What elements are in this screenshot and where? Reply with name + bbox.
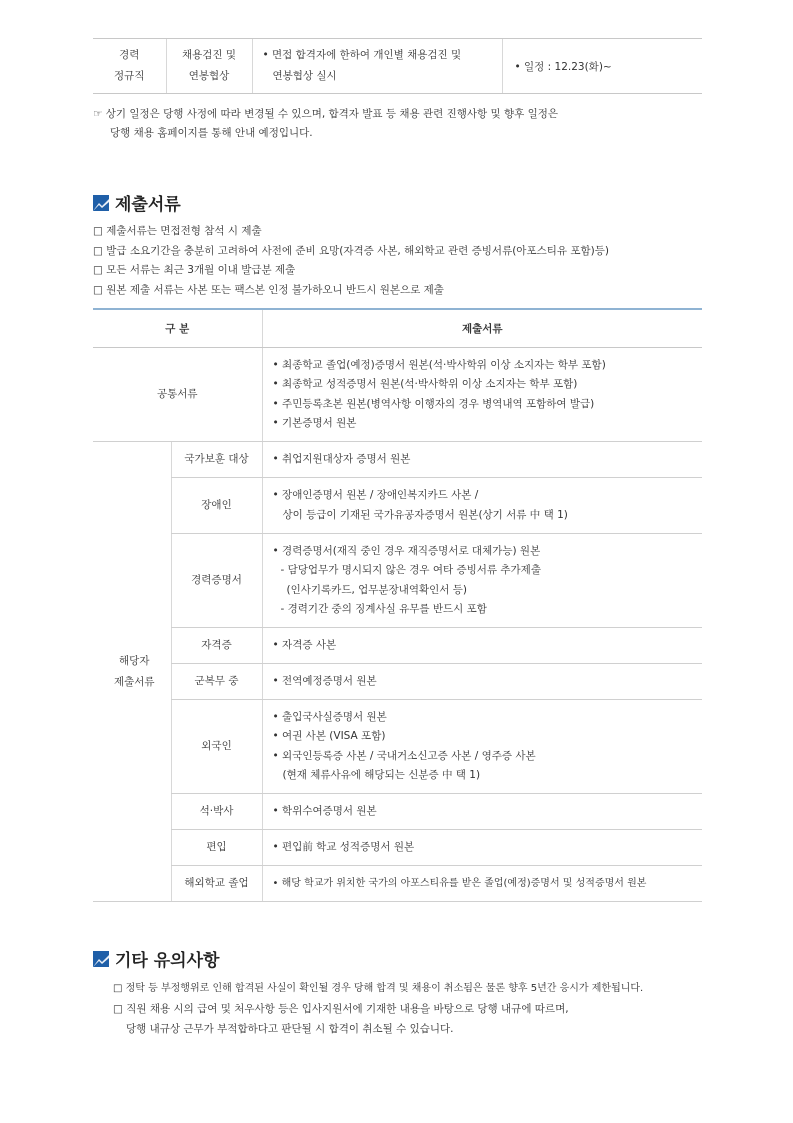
table-row bbox=[93, 866, 702, 902]
table-row bbox=[93, 442, 702, 478]
section-title-notes: 기타 유의사항 bbox=[93, 946, 219, 971]
table-row bbox=[93, 478, 702, 534]
table-header-row bbox=[93, 309, 702, 348]
table-row bbox=[93, 534, 702, 628]
schedule-note: ☞ 상기 일정은 당행 사정에 따라 변경될 수 있으며, 합격자 발표 등 채용 관련 진행사항 및 향후 일정은 당행 채용 홈페이지를 통해 안내 예정입니다. bbox=[93, 108, 559, 139]
list-item: □ 제출서류는 면접전형 참석 시 제출 bbox=[93, 225, 262, 237]
row-label: 자격증 bbox=[171, 628, 262, 664]
section-marker-icon bbox=[93, 195, 109, 211]
row-label: 군복무 중 bbox=[171, 664, 262, 700]
row-items: • 경력증명서(재직 중인 경우 재직증명서로 대체가능) 원본 - 담당업무가 명시되지 않은 경우 여타 증빙서류 추가제출 (인사기록카드, 업무분장내역확인서 등) - 경력기간 중의 징계사실 유무를 반드시 포함 bbox=[262, 534, 702, 628]
row-items: • 해당 학교가 위치한 국가의 아포스티유를 받은 졸업(예정)증명서 및 성적증명서 원본 bbox=[262, 866, 702, 902]
table-row bbox=[93, 348, 702, 442]
list-item: □ 정탁 등 부정행위로 인해 합격된 사실이 확인될 경우 당해 합격 및 채용이 취소됨은 물론 향후 5년간 응시가 제한됩니다. bbox=[113, 983, 644, 994]
common-label: 공통서류 bbox=[93, 348, 262, 442]
applicable-label: 해당자 제출서류 bbox=[93, 442, 171, 902]
row-label: 경력증명서 bbox=[171, 534, 262, 628]
row-items: • 장애인증명서 원본 / 장애인복지카드 사본 / 상이 등급이 기재된 국가유공자증명서 원본(상기 서류 中 택 1) bbox=[262, 478, 702, 534]
schedule-category: 경력 정규직 bbox=[93, 39, 166, 94]
header-category: 구 분 bbox=[93, 309, 262, 348]
list-item: □ 원본 제출 서류는 사본 또는 팩스본 인정 불가하오니 반드시 원본으로 제출 bbox=[93, 283, 444, 296]
table-row bbox=[93, 830, 702, 866]
schedule-row bbox=[93, 39, 702, 94]
section-title-documents: 제출서류 bbox=[93, 190, 181, 215]
other-notes bbox=[113, 979, 643, 1039]
list-item: 당행 내규상 근무가 부적합하다고 판단될 시 합격이 취소될 수 있습니다. bbox=[126, 1023, 454, 1035]
row-label: 장애인 bbox=[171, 478, 262, 534]
row-label: 국가보훈 대상 bbox=[171, 442, 262, 478]
list-item: □ 발급 소요기간을 충분히 고려하여 사전에 준비 요망(자격증 사본, 해외학교 관련 증빙서류(아포스티유 포함)등) bbox=[93, 244, 609, 257]
row-items: • 취업지원대상자 증명서 원본 bbox=[262, 442, 702, 478]
schedule-date: • 일정 : 12.23(화)~ bbox=[502, 39, 702, 94]
table-row bbox=[93, 664, 702, 700]
section-marker-icon bbox=[93, 951, 109, 967]
row-items: • 자격증 사본 bbox=[262, 628, 702, 664]
table-row bbox=[93, 700, 702, 794]
schedule-table bbox=[93, 38, 702, 94]
documents-table bbox=[93, 308, 702, 902]
row-items: • 학위수여증명서 원본 bbox=[262, 794, 702, 830]
row-items: • 편입前 학교 성적증명서 원본 bbox=[262, 830, 702, 866]
list-item: □ 모든 서류는 최근 3개월 이내 발급분 제출 bbox=[93, 264, 296, 276]
row-label: 외국인 bbox=[171, 700, 262, 794]
row-label: 해외학교 졸업 bbox=[171, 866, 262, 902]
common-items: • 최종학교 졸업(예정)증명서 원본(석·박사학위 이상 소지자는 학부 포함) • 최종학교 성적증명서 원본(석·박사학위 이상 소지자는 학부 포함) • 주민등록초본 원본(병역사항 이행자의 경우 병역내역 포함하여 발급) • 기본증명서 원본 bbox=[262, 348, 702, 442]
row-label: 석·박사 bbox=[171, 794, 262, 830]
list-item: □ 직원 채용 시의 급여 및 처우사항 등은 입사지원서에 기재한 내용을 바탕으로 당행 내규에 따르며, bbox=[113, 1003, 569, 1015]
row-items: • 출입국사실증명서 원본 • 여권 사본 (VISA 포함) • 외국인등록증 사본 / 국내거소신고증 사본 / 영주증 사본 (현재 체류사유에 해당되는 신분증 中 택 1) bbox=[262, 700, 702, 794]
row-items: • 전역예정증명서 원본 bbox=[262, 664, 702, 700]
row-label: 편입 bbox=[171, 830, 262, 866]
schedule-stage: 채용검진 및 연봉협상 bbox=[166, 39, 252, 94]
schedule-content: • 면접 합격자에 한하여 개인별 채용검진 및 연봉협상 실시 bbox=[252, 39, 502, 94]
documents-notes bbox=[93, 222, 609, 300]
header-documents: 제출서류 bbox=[262, 309, 702, 348]
table-row bbox=[93, 628, 702, 664]
table-row bbox=[93, 794, 702, 830]
